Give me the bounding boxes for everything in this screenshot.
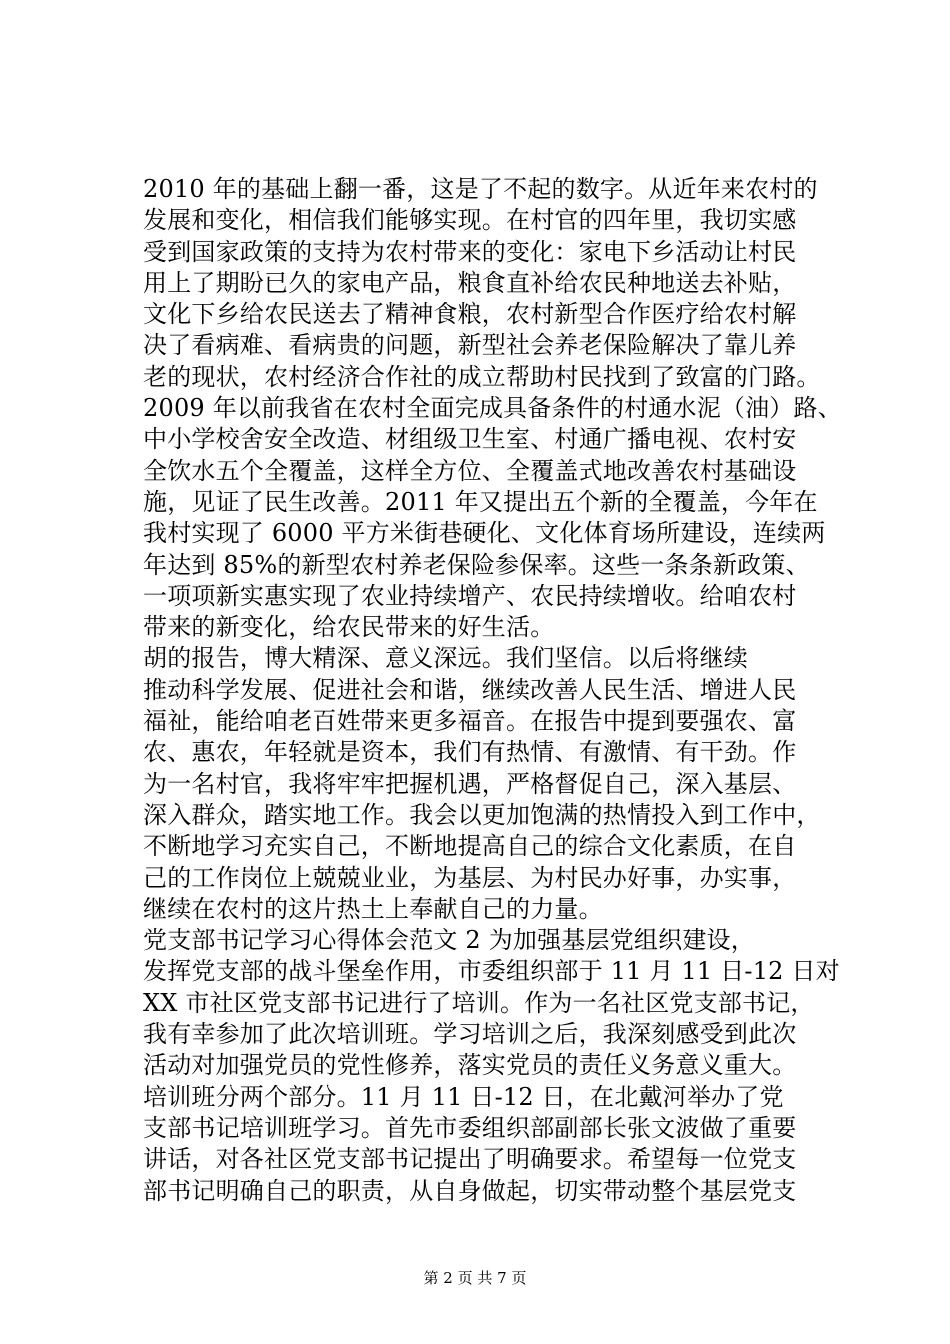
text-line: 全饮水五个全覆盖，这样全方位、全覆盖式地改善农村基础设 bbox=[143, 456, 797, 485]
text-line: 施，见证了民生改善。2011 年又提出五个新的全覆盖，今年在 bbox=[143, 487, 818, 516]
text-line: 为一名村官，我将牢牢把握机遇，严格督促自己，深入基层、 bbox=[143, 769, 797, 798]
text-line: 我有幸参加了此次培训班。学习培训之后，我深刻感受到此次 bbox=[143, 1020, 797, 1049]
text-line: 活动对加强党员的党性修养，落实党员的责任义务意义重大。 bbox=[143, 1051, 797, 1080]
text-line: 发挥党支部的战斗堡垒作用，市委组织部于 11 月 11 日-12 日对 bbox=[143, 957, 840, 986]
text-line: 文化下乡给农民送去了精神食粮，农村新型合作医疗给农村解 bbox=[143, 300, 797, 329]
text-line: 中小学校舍安全改造、材组级卫生室、村通广播电视、农村安 bbox=[143, 425, 797, 454]
text-line: 老的现状，农村经济合作社的成立帮助村民找到了致富的门路。 bbox=[143, 362, 821, 391]
text-line: 培训班分两个部分。11 月 11 日-12 日，在北戴河举办了党 bbox=[143, 1082, 784, 1111]
text-line: 决了看病难、看病贵的问题，新型社会养老保险解决了靠儿养 bbox=[143, 331, 797, 360]
text-line: 继续在农村的这片热土上奉献自己的力量。 bbox=[143, 894, 603, 923]
text-line: 不断地学习充实自己，不断地提高自己的综合文化素质，在自 bbox=[143, 832, 797, 861]
text-line: 年达到 85%的新型农村养老保险参保率。这些一条条新政策、 bbox=[143, 550, 810, 579]
text-line: 胡的报告，博大精深、意义深远。我们坚信。以后将继续 bbox=[143, 644, 748, 673]
text-line: 农、惠农，年轻就是资本，我们有热情、有激情、有干劲。作 bbox=[143, 738, 797, 767]
text-line: 福祉，能给咱老百姓带来更多福音。在报告中提到要强农、富 bbox=[143, 707, 797, 736]
text-line: 受到国家政策的支持为农村带来的变化：家电下乡活动让村民 bbox=[143, 237, 797, 266]
text-line: 推动科学发展、促进社会和谐，继续改善人民生活、增进人民 bbox=[143, 675, 797, 704]
text-line: 支部书记培训班学习。首先市委组织部副部长张文波做了重要 bbox=[143, 1113, 797, 1142]
text-line: 部书记明确自己的职责，从自身做起，切实带动整个基层党支 bbox=[143, 1176, 797, 1205]
text-line: 一项项新实惠实现了农业持续增产、农民持续增收。给咱农村 bbox=[143, 581, 797, 610]
text-line: 我村实现了 6000 平方米街巷硬化、文化体育场所建设，连续两 bbox=[143, 519, 826, 548]
text-line: 用上了期盼已久的家电产品，粮食直补给农民种地送去补贴， bbox=[143, 268, 797, 297]
page-number-footer: 第 2 页 共 7 页 bbox=[423, 1269, 527, 1287]
text-line: 党支部书记学习心得体会范文 2 为加强基层党组织建设， bbox=[143, 926, 755, 955]
text-line: 深入群众，踏实地工作。我会以更加饱满的热情投入到工作中， bbox=[143, 800, 821, 829]
text-line: 讲话，对各社区党支部书记提出了明确要求。希望每一位党支 bbox=[143, 1145, 797, 1174]
text-line: 2009 年以前我省在农村全面完成具备条件的村通水泥（油）路、 bbox=[143, 394, 842, 423]
text-line: 己的工作岗位上兢兢业业，为基层、为村民办好事，办实事， bbox=[143, 863, 797, 892]
text-line: XX 市社区党支部书记进行了培训。作为一名社区党支部书记， bbox=[143, 988, 815, 1017]
body-text bbox=[143, 174, 843, 1207]
text-line: 发展和变化，相信我们能够实现。在村官的四年里，我切实感 bbox=[143, 206, 797, 235]
text-line: 带来的新变化，给农民带来的好生活。 bbox=[143, 613, 555, 642]
text-line: 2010 年的基础上翻一番，这是了不起的数字。从近年来农村的 bbox=[143, 175, 818, 203]
